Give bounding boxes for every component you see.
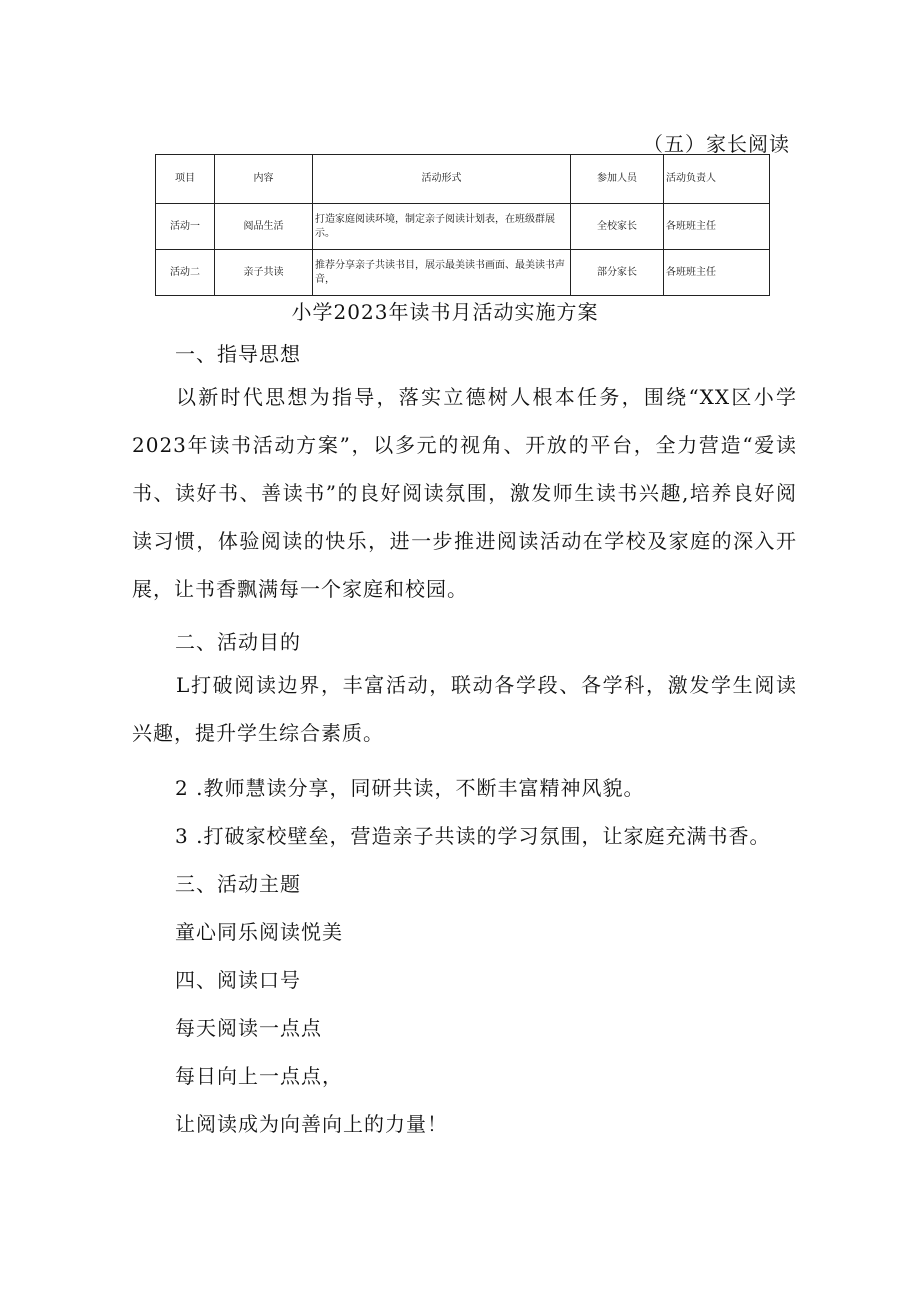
header-participants: 参加人员 <box>571 155 664 204</box>
cell-person-in-charge: 各班班主任 <box>664 204 770 250</box>
document-title: 小学2023年读书月活动实施方案 <box>291 300 599 324</box>
header-project: 项目 <box>156 155 215 204</box>
cell-activity-form: 打造家庭阅读环境，制定亲子阅读计划表，在班级群展示。 <box>313 204 571 250</box>
header-person-in-charge: 活动负责人 <box>664 155 770 204</box>
section-2-heading: 二、活动目的 <box>175 630 301 654</box>
header-content: 内容 <box>215 155 313 204</box>
cell-participants: 部分家长 <box>571 250 664 296</box>
section-2-item-1: L打破阅读边界，丰富活动，联动各学段、各学科，激发学生阅读兴趣，提升学生综合素质。 <box>132 673 797 745</box>
header-activity-form: 活动形式 <box>313 155 571 204</box>
cell-activity-form: 推荐分享亲子共读书目，展示最美读书画面、最美读书声音， <box>313 250 571 296</box>
cell-project: 活动二 <box>156 250 215 296</box>
slogan-line-3: 让阅读成为向善向上的力量！ <box>175 1112 448 1136</box>
activity-table <box>155 154 770 296</box>
cell-project: 活动一 <box>156 204 215 250</box>
table-header-row <box>156 155 770 204</box>
section-2-item-3: 3 .打破家校壁垒，营造亲子共读的学习氛围，让家庭充满书香。 <box>175 824 771 848</box>
slogan-line-2: 每日向上一点点， <box>175 1064 343 1088</box>
cell-person-in-charge: 各班班主任 <box>664 250 770 296</box>
table-row <box>156 204 770 250</box>
section-3-theme: 童心同乐阅读悦美 <box>175 920 343 944</box>
section-1-body: 以新时代思想为指导，落实立德树人根本任务，围绕“XX区小学2023年读书活动方案”，以多元的视角、开放的平台，全力营造“爱读书、读好书、善读书”的良好阅读氛围，激发师生读书兴趣,培养良好阅读习惯，体验阅读的快乐，进一步推进阅读活动在学校及家庭的深入开展，让书香飘满每一个家庭和校园。 <box>132 385 797 601</box>
table-row <box>156 250 770 296</box>
slogan-line-1: 每天阅读一点点 <box>175 1016 322 1040</box>
cell-participants: 全校家长 <box>571 204 664 250</box>
cell-content: 阅品生活 <box>215 204 313 250</box>
section-3-heading: 三、活动主题 <box>175 872 301 896</box>
cell-content: 亲子共读 <box>215 250 313 296</box>
section-1-heading: 一、指导思想 <box>175 342 301 366</box>
section-heading-parent-reading: （五）家长阅读 <box>643 132 790 156</box>
section-2-item-2: 2 .教师慧读分享，同研共读，不断丰富精神风貌。 <box>175 776 645 800</box>
section-4-heading: 四、阅读口号 <box>175 968 301 992</box>
